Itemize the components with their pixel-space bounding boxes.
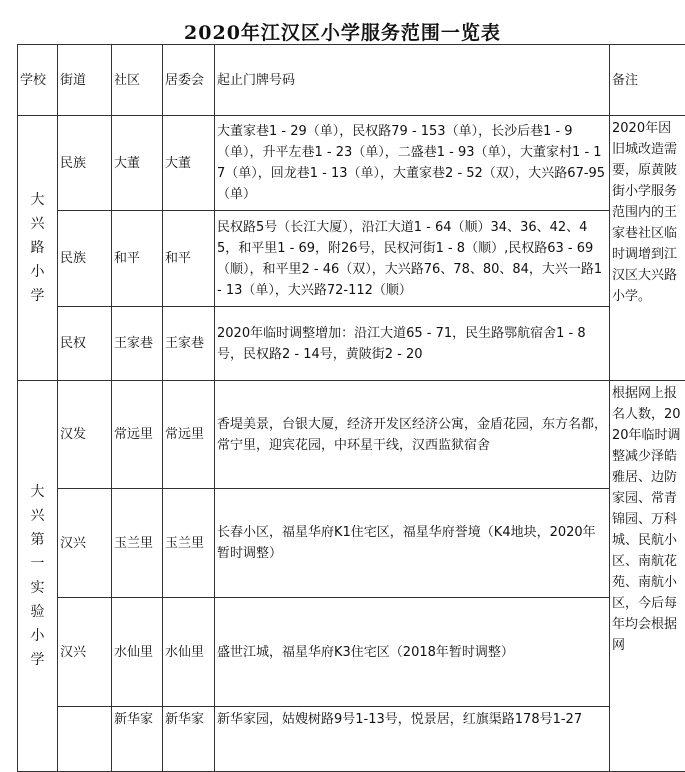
street-cell xyxy=(58,707,112,772)
note-cell-dxl: 2020年因旧城改造需要，原黄陂街小学服务范围内的王家巷社区临时调增到江汉区大兴路小学。 xyxy=(610,116,685,381)
street-cell: 汉兴 xyxy=(58,598,112,707)
page-title: 2020年江汉区小学服务范围一览表 xyxy=(0,18,685,45)
committee-cell: 和平 xyxy=(163,211,215,307)
street-cell: 汉兴 xyxy=(58,489,112,598)
community-cell: 常远里 xyxy=(112,381,163,489)
header-street: 街道 xyxy=(58,45,112,116)
community-cell: 大董 xyxy=(112,116,163,211)
community-cell: 新华家 xyxy=(112,707,163,772)
note-cell-dxdy: 根据网上报名人数，2020年临时调整减少泽皓雅居、边防家园、常青锦园、万科城、民航小区、南航花苑、南航小区，今后每年均会根据网 xyxy=(610,381,685,772)
street-cell: 民族 xyxy=(58,116,112,211)
address-cell: 盛世江城，福星华府K3住宅区（2018年暂时调整） xyxy=(215,598,610,707)
header-address: 起止门牌号码 xyxy=(215,45,610,116)
school-district-table xyxy=(17,44,685,772)
street-cell: 汉发 xyxy=(58,381,112,489)
header-community: 社区 xyxy=(112,45,163,116)
address-cell: 大董家巷1 - 29（单），民权路79 - 153（单），长沙后巷1 - 9（单），升平左巷1 - 23（单），二盛巷1 - 93（单），大董家村1 - 17（单），回龙巷1 - 13（单），大董家巷2 - 52（双），大兴路67-95（单） xyxy=(215,116,610,211)
table-row xyxy=(18,116,685,211)
address-cell: 2020年临时调整增加：沿江大道65 - 71，民生路鄂航宿舍1 - 8号，民权路2 - 14号，黄陂街2 - 20 xyxy=(215,307,610,381)
street-cell: 民族 xyxy=(58,211,112,307)
table-row xyxy=(18,211,685,307)
table-row xyxy=(18,381,685,489)
community-cell: 王家巷 xyxy=(112,307,163,381)
address-cell: 民权路5号（长江大厦），沿江大道1 - 64（顺）34、36、42、45，和平里1 - 69，附26号，民权河街1 - 8（顺）,民权路63 - 69（顺），和平里2 - 46（双），大兴路76、78、80、84，大兴一路1 - 13（单），大兴路72-112（顺） xyxy=(215,211,610,307)
school-name-dxl: 大 兴 路 小 学 xyxy=(18,116,58,381)
committee-cell: 新华家 xyxy=(163,707,215,772)
address-cell: 新华家园，姑嫂树路9号1-13号，悦景居，红旗渠路178号1-27 xyxy=(215,707,610,772)
committee-cell: 常远里 xyxy=(163,381,215,489)
committee-cell: 大董 xyxy=(163,116,215,211)
table-row xyxy=(18,707,685,772)
table-row xyxy=(18,598,685,707)
community-cell: 玉兰里 xyxy=(112,489,163,598)
community-cell: 和平 xyxy=(112,211,163,307)
committee-cell: 玉兰里 xyxy=(163,489,215,598)
header-school: 学校 xyxy=(18,45,58,116)
committee-cell: 水仙里 xyxy=(163,598,215,707)
header-committee: 居委会 xyxy=(163,45,215,116)
committee-cell: 王家巷 xyxy=(163,307,215,381)
street-cell: 民权 xyxy=(58,307,112,381)
address-cell: 香堤美景，台银大厦，经济开发区经济公寓，金盾花园，东方名都，常宁里，迎宾花园，中环星干线，汉西监狱宿舍 xyxy=(215,381,610,489)
community-cell: 水仙里 xyxy=(112,598,163,707)
table-row xyxy=(18,489,685,598)
header-row xyxy=(18,45,685,116)
header-note: 备注 xyxy=(610,45,685,116)
school-name-dxdy: 大 兴 第 一 实 验 小 学 xyxy=(18,381,58,772)
table-row xyxy=(18,307,685,381)
address-cell: 长春小区，福星华府K1住宅区，福星华府誉境（K4地块，2020年暂时调整） xyxy=(215,489,610,598)
